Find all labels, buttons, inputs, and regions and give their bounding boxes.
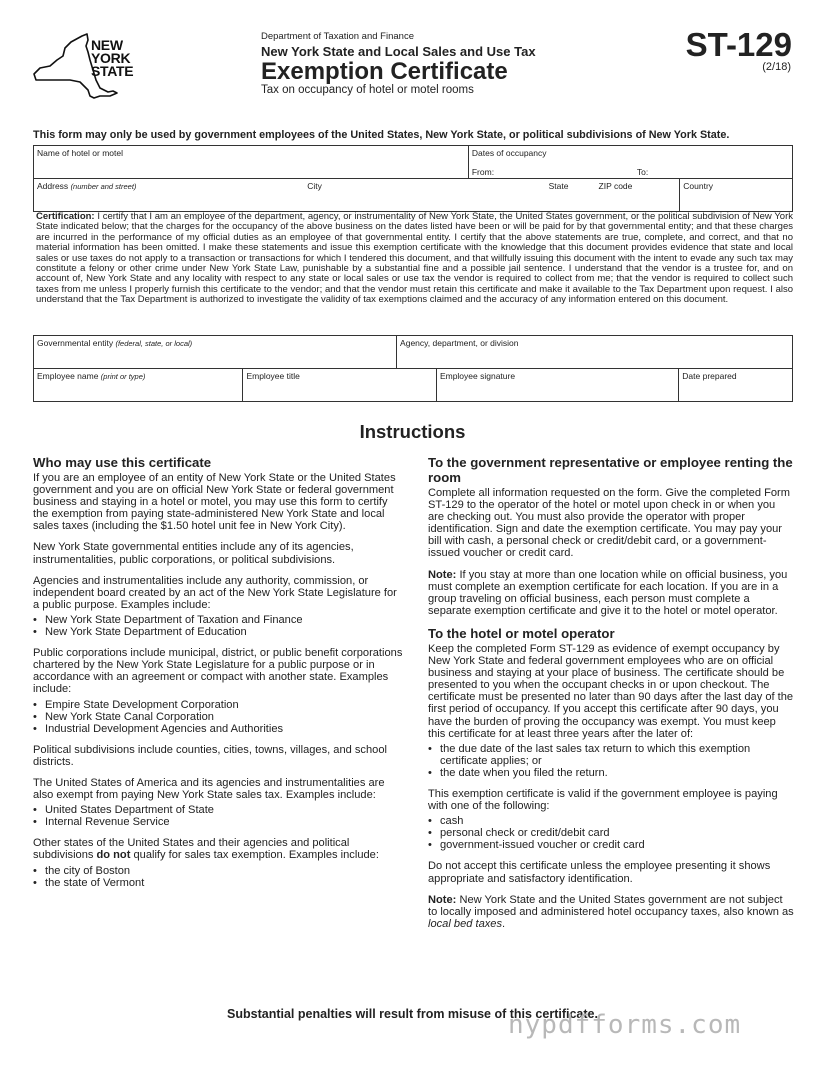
watermark: nypdfforms.com [508, 1010, 742, 1040]
usage-restriction: This form may only be used by government employees of the United States, New York State, or political subdivisions of New York State. [33, 129, 730, 141]
country-field[interactable] [680, 191, 792, 211]
list-item: • New York State Canal Corporation [33, 711, 405, 723]
form-revision: (2/18) [762, 61, 791, 73]
dates-label: Dates of occupancy [471, 148, 547, 158]
list-item: • the due date of the last sales tax return to which this exemption certificate applies; or [428, 743, 794, 767]
employee-title-label: Employee title [246, 371, 300, 381]
instructions-left-column [33, 455, 405, 898]
employee-signature-cell[interactable] [437, 369, 679, 401]
government-representative-paragraph: Complete all information requested on the form. Give the completed Form ST-129 to the operator of the hotel or motel upon check in or when you are checking out. You must also provide the operator with proper identification. Sign and date the exemption certificate. You may pay your bill with cash, a personal check or credit/debit card, or a government-issued voucher or credit card. [428, 487, 790, 560]
payment-methods-paragraph: This exemption certificate is valid if the government employee is paying with one of the following: [428, 787, 778, 813]
date-prepared-field[interactable] [679, 381, 792, 401]
entity-row [34, 336, 792, 369]
agencies-list [33, 614, 405, 638]
agency-label: Agency, department, or division [400, 338, 519, 348]
state-label: State [548, 181, 569, 191]
date-prepared-cell[interactable] [679, 369, 792, 401]
gov-entity-field[interactable] [34, 348, 396, 368]
list-item: • New York State Department of Education [33, 626, 405, 638]
employee-title-cell[interactable] [243, 369, 436, 401]
government-representative-heading: To the government representative or employee renting the room [428, 455, 793, 485]
employee-name-field[interactable] [34, 381, 242, 401]
date-from-field[interactable] [499, 164, 602, 178]
list-item: • Empire State Development Corporation [33, 699, 405, 711]
employee-signature-label: Employee signature [439, 371, 516, 381]
department-name: Department of Taxation and Finance [261, 31, 414, 42]
other-states-list [33, 865, 405, 889]
date-to-field[interactable] [654, 164, 792, 178]
zip-label: ZIP code [598, 181, 633, 191]
list-item: • the date when you filed the return. [428, 767, 794, 779]
date-prepared-label: Date prepared [682, 371, 737, 381]
list-item: • the state of Vermont [33, 877, 405, 889]
instructions-title: Instructions [359, 421, 466, 442]
payment-methods-list [428, 815, 794, 851]
logo-text-state: STATE [91, 63, 134, 79]
hotel-operator-heading: To the hotel or motel operator [428, 625, 615, 641]
employee-row [34, 369, 792, 401]
list-item: • United States Department of State [33, 804, 405, 816]
hotel-name-field[interactable] [34, 158, 468, 178]
city-label: City [307, 181, 322, 191]
from-label: From: [471, 167, 495, 177]
logo-text-new: NEW [91, 37, 123, 53]
form-tagline: Tax on occupancy of hotel or motel rooms [261, 84, 474, 96]
dates-cell [469, 146, 792, 178]
agency-field[interactable] [397, 348, 792, 368]
instructions-right-column [428, 455, 794, 939]
list-item: • cash [428, 815, 794, 827]
list-item: • personal check or credit/debit card [428, 827, 794, 839]
certification-body: I certify that I am an employee of the department, agency, or instrumentality of New York State, the United States government, or the political subdivision of New York State indicated below; that the charges for the occupancy of the above business on the dates listed have been or will be paid for by that governmental entity; and that these charges are incurred in the performance of my official duties as an employee of that governmental entity. I certify that the above statements are true, complete, and correct, and that no material information has been omitted. I make these statements and issue this exemption certificate with the knowledge that this document provides evidence that state and local sales or use taxes do not apply to a transaction or transactions for which I tendered this document, and that willfully issuing this document with the intent to evade any such tax may constitute a felony or other crime under New York State Law, punishable by a substantial fine and a possible jail sentence. I understand that the vendor is a trustee for, and on account of, New York State and any locality with respect to any state or local sales or use tax the vendor is required to collect from me; that the vendor is required to collect such taxes from me unless I properly furnish this certificate to the vendor; and that the vendor must retain this certificate and make it available to the Tax Department upon request. I also understand that the Tax Department is authorized to investigate the validity of tax exemptions claimed and the accuracy of any information entered on this document. [36, 211, 793, 306]
state-field[interactable] [546, 191, 596, 211]
public-corporations-paragraph: Public corporations include municipal, district, or public benefit corporations chartered by the New York State Legislature for a public purpose or in accordance with an agreement or compact with another state. Examples include: [33, 647, 403, 696]
address-label: Address (number and street) [37, 181, 137, 191]
hotel-operator-paragraph: Keep the completed Form ST-129 as evidence of exempt occupancy by New York State and federal government employees who are on official business and staying at your place of business. The certificate should be presented to you when the occupant checks in or upon checkout. The certificate must be presented no later than 90 days after the last day of the first period of occupancy. If you accept this certificate after 90 days, you have the burden of proving the occupancy was exempt. You must keep this certificate for at least three years after the later of: [428, 642, 794, 740]
gov-entity-label: Governmental entity (federal, state, or local) [37, 338, 193, 348]
multiple-locations-note: Note: If you stay at more than one location while on official business, you must complete an exemption certificate for each location. If you are in a group traveling on official business, each person must complete a separate exemption certificate and give it to the hotel or motel operator. [428, 568, 788, 617]
employee-signature-field[interactable] [437, 381, 678, 401]
retention-list [428, 743, 794, 779]
to-label: To: [636, 167, 649, 177]
employee-info-grid [33, 335, 793, 402]
public-corporations-list [33, 699, 405, 735]
nys-logo [30, 30, 150, 102]
federal-paragraph: The United States of America and its agencies and instrumentalities are also exempt from paying New York State sales tax. Examples include: [33, 776, 385, 802]
zip-cell[interactable] [596, 179, 681, 211]
address-cell[interactable] [34, 179, 304, 211]
logo-text-york: YORK [91, 50, 131, 66]
who-may-use-heading: Who may use this certificate [33, 455, 212, 470]
list-item: • government-issued voucher or credit card [428, 839, 794, 851]
who-may-use-paragraph: If you are an employee of an entity of New York State or the United States government and you are on official New York State or federal government business and staying in a hotel or motel, you may use this form to certify the exemption from paying state-administered New York State and local sales taxes (including the $1.50 hotel unit fee in New York City). [33, 472, 396, 533]
local-bed-taxes-note: Note: New York State and the United States government are not subject to locally imposed and administered hotel occupancy taxes, also known as local bed taxes. [428, 893, 794, 930]
agency-cell[interactable] [397, 336, 792, 368]
political-subdivisions-paragraph: Political subdivisions include counties, cities, towns, villages, and school districts. [33, 743, 387, 768]
hotel-info-grid [33, 145, 793, 212]
list-item: • Internal Revenue Service [33, 816, 405, 828]
employee-title-field[interactable] [243, 381, 435, 401]
form-number: ST-129 [685, 26, 792, 63]
employee-name-label: Employee name (print or type) [37, 371, 146, 381]
address-row [34, 179, 792, 211]
form-subtitle: New York State and Local Sales and Use Tax [261, 44, 536, 59]
form-title: Exemption Certificate [261, 58, 508, 85]
identification-paragraph: Do not accept this certificate unless the employee presenting it shows appropriate and satisfactory identification. [428, 860, 771, 885]
list-item: • New York State Department of Taxation and Finance [33, 614, 405, 626]
state-cell[interactable] [546, 179, 596, 211]
federal-list [33, 804, 405, 828]
city-cell[interactable] [304, 179, 545, 211]
city-field[interactable] [304, 191, 545, 211]
country-label: Country [683, 181, 714, 191]
gov-entity-cell[interactable] [34, 336, 397, 368]
certification-text [36, 212, 793, 306]
list-item: • Industrial Development Agencies and Authorities [33, 723, 405, 735]
zip-field[interactable] [596, 191, 680, 211]
nys-entities-paragraph: New York State governmental entities include any of its agencies, instrumentalities, public corporations, or political subdivisions. [33, 541, 354, 566]
other-states-paragraph: Other states of the United States and their agencies and political subdivisions do not qualify for sales tax exemption. Examples include: [33, 837, 379, 862]
list-item: • the city of Boston [33, 865, 405, 877]
hotel-name-cell[interactable] [34, 146, 469, 178]
country-cell[interactable] [680, 179, 792, 211]
penalty-warning: Substantial penalties will result from misuse of this certificate. [227, 1007, 598, 1021]
employee-name-cell[interactable] [34, 369, 243, 401]
certification-label: Certification: [36, 211, 95, 222]
address-field[interactable] [34, 191, 304, 211]
hotel-name-label: Name of hotel or motel [37, 148, 123, 158]
hotel-row [34, 146, 792, 179]
agencies-paragraph: Agencies and instrumentalities include any authority, commission, or independent board created by an act of the New York State Legislature for a public purpose. Examples include: [33, 574, 397, 611]
